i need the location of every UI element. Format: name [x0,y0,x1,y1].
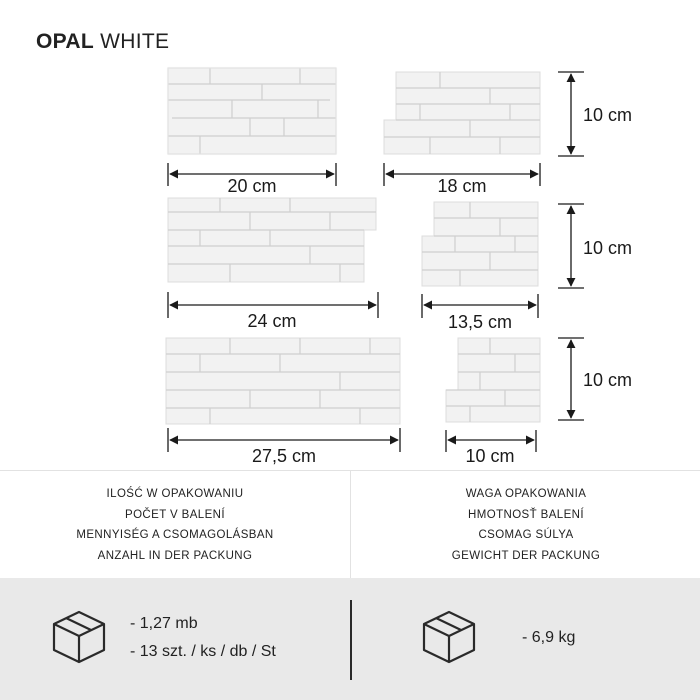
quantity-label-de: ANZAHL IN DER PACKUNG [97,549,253,562]
weight-label-de: GEWICHT DER PACKUNG [451,549,601,562]
weight-label-hu: CSOMAG SÚLYA [478,529,574,541]
weight-values [522,624,575,652]
quantity-values [130,610,276,666]
quantity-labels [0,471,350,579]
weight-labels [350,471,700,579]
quantity-value-length: - 1,27 mb [130,615,198,632]
quantity-label-hu: MENNYISÉG A CSOMAGOLÁSBAN [76,529,274,541]
dim-row2-left-label: 24 cm [247,311,297,331]
product-title-bold: OPAL [36,30,94,53]
dim-row3-height [558,338,584,420]
dim-row3-left-label: 27,5 cm [251,446,317,466]
weight-value: - 6,9 kg [522,629,576,646]
package-values-panel [0,578,700,700]
tile-row2-left [168,198,376,282]
dim-row3-right-label: 10 cm [465,446,515,466]
weight-label-sk: HMOTNOSŤ BALENÍ [468,508,584,521]
tile-row3-right [446,338,540,422]
panel-divider [350,600,352,680]
box-icon [420,608,478,666]
dim-row1-left-label: 20 cm [227,176,277,196]
dim-row2-right-label: 13,5 cm [447,312,513,332]
quantity-label-pl: ILOŚĆ W OPAKOWANIU [106,488,244,500]
quantity-label-cz: POČET V BALENÍ [125,508,225,521]
tile-row1-right [384,72,540,154]
dim-row1-height-label: 10 cm [583,105,633,125]
weight-label-pl: WAGA OPAKOWANIA [465,488,587,500]
dim-row2-height [558,204,584,288]
tile-row1-left [168,68,336,154]
dim-row1-height [558,72,584,156]
dim-row3-height-label: 10 cm [583,370,633,390]
tile-row3-left [166,338,400,424]
tile-row2-right [422,202,538,286]
package-info-labels [0,470,700,579]
dim-row2-height-label: 10 cm [583,238,633,258]
dim-row1-right-label: 18 cm [437,176,487,196]
box-icon [50,608,108,666]
product-title-color: WHITE [100,30,170,53]
quantity-value-pieces: - 13 szt. / ks / db / St [130,643,276,660]
